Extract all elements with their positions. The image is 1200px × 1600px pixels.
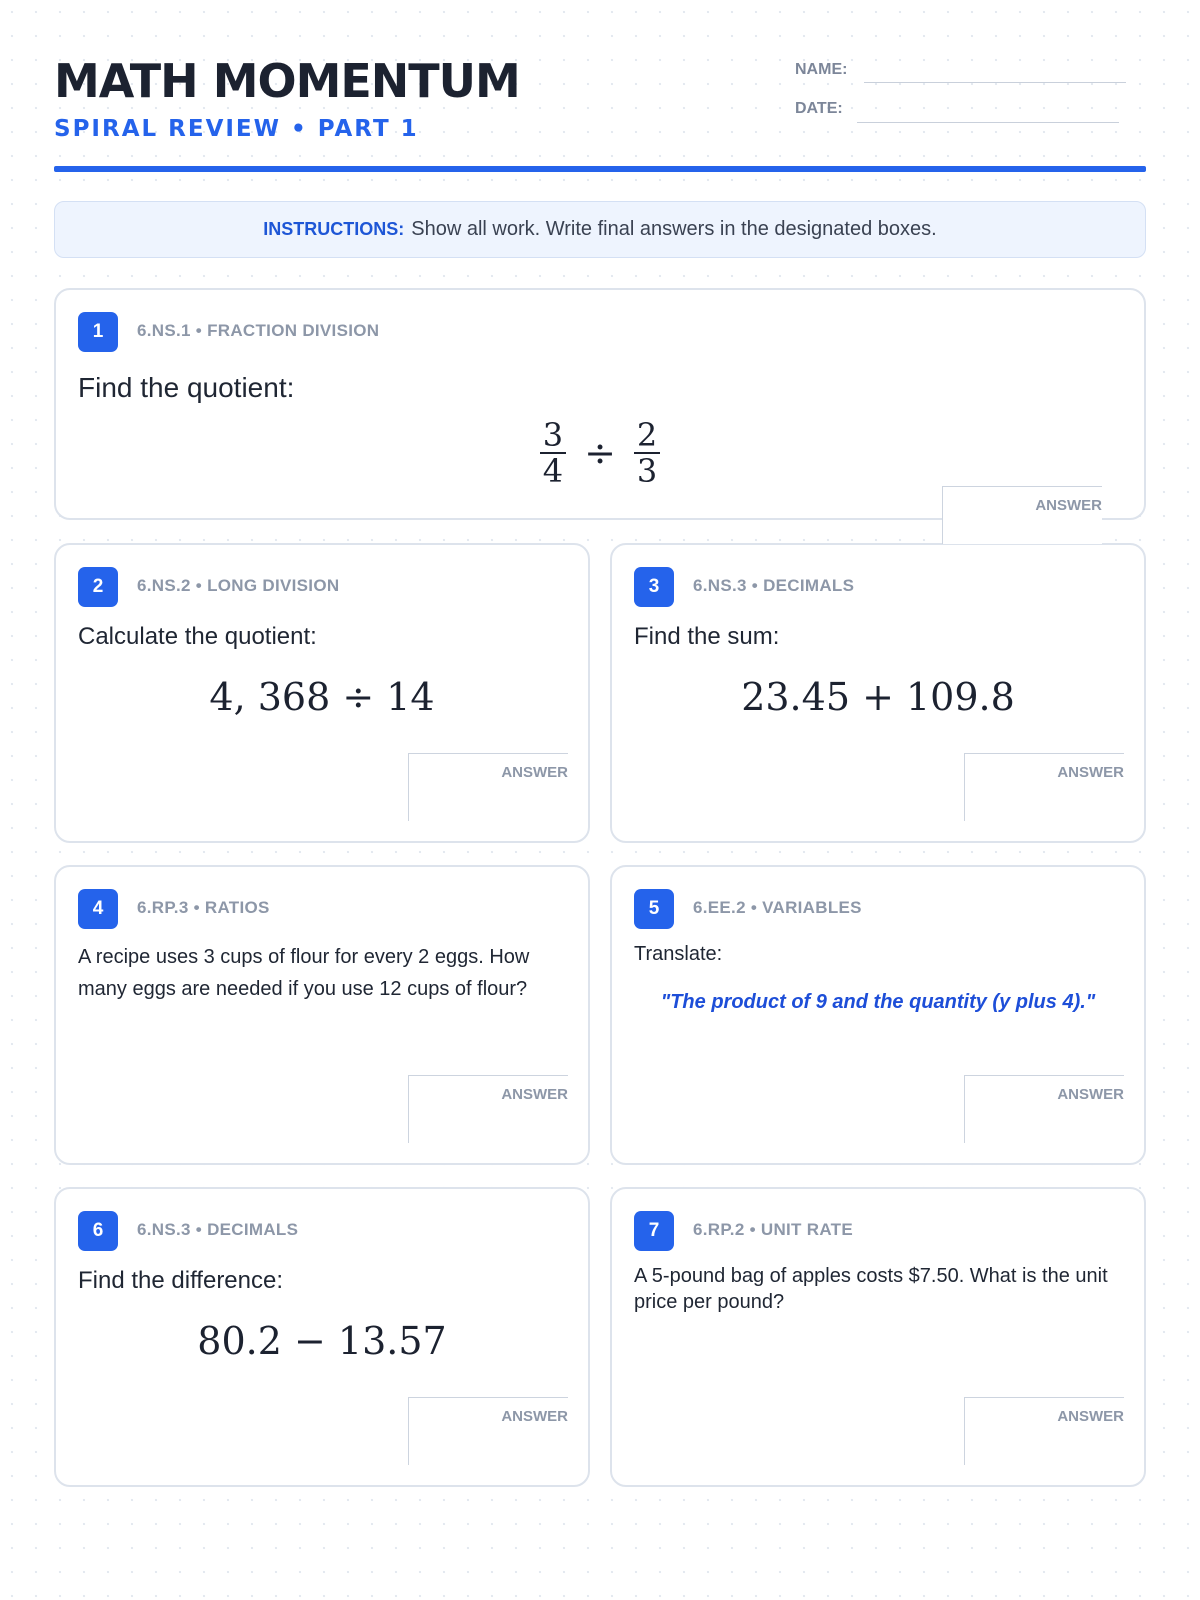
answer-box[interactable]: [408, 1075, 568, 1143]
answer-label: ANSWER: [501, 764, 568, 781]
problem-number-badge: 5: [634, 889, 674, 929]
problem-card-5: [610, 865, 1146, 1165]
worksheet-title: MATH MOMENTUM: [54, 54, 520, 108]
answer-label: ANSWER: [1057, 764, 1124, 781]
name-field[interactable]: [864, 82, 1126, 83]
math-expression: 80.2 − 13.57: [197, 1319, 447, 1363]
answer-label: ANSWER: [1057, 1408, 1124, 1425]
answer-box[interactable]: [964, 1075, 1124, 1143]
instructions-banner: [54, 201, 1146, 258]
problem-card-6: [54, 1187, 590, 1487]
worksheet-page: [54, 0, 1146, 1600]
word-problem-text: A recipe uses 3 cups of flour for every 2 eggs. How many eggs are needed if you use 12 cups of flour?: [78, 946, 530, 1000]
problem-prompt: Find the sum:: [634, 623, 780, 650]
fraction-numerator: 2: [634, 418, 660, 454]
word-problem-text: A 5-pound bag of apples costs $7.50. What is the unit price per pound?: [634, 1265, 1108, 1313]
problem-number-badge: 3: [634, 567, 674, 607]
problem-number-badge: 7: [634, 1211, 674, 1251]
math-expression: 4, 368 ÷ 14: [209, 675, 435, 719]
date-field[interactable]: [857, 122, 1119, 123]
problem-number-badge: 4: [78, 889, 118, 929]
math-expression: 23.45 + 109.8: [741, 675, 1015, 719]
fraction-denominator: 4: [542, 452, 564, 490]
fraction-numerator: 3: [540, 418, 566, 454]
problem-card-7: [610, 1187, 1146, 1487]
header-divider: [54, 166, 1146, 172]
standard-tag: 6.NS.3 • DECIMALS: [137, 1220, 299, 1239]
date-label: DATE:: [795, 100, 843, 117]
standard-tag: 6.EE.2 • VARIABLES: [693, 898, 862, 917]
standard-tag: 6.NS.3 • DECIMALS: [693, 576, 855, 595]
problem-number-badge: 2: [78, 567, 118, 607]
problem-card-4: [54, 865, 590, 1165]
fraction-denominator: 3: [636, 452, 658, 490]
problem-number-badge: 6: [78, 1211, 118, 1251]
instructions-lead: INSTRUCTIONS:: [263, 219, 405, 239]
answer-label: ANSWER: [1057, 1086, 1124, 1103]
problem-prompt: Find the difference:: [78, 1267, 284, 1294]
verbal-expression: "The product of 9 and the quantity (y plus 4).": [660, 991, 1096, 1013]
problem-card-1: [54, 288, 1146, 520]
answer-box[interactable]: [942, 486, 1102, 544]
problem-prompt: Calculate the quotient:: [78, 623, 317, 650]
fraction-divisor: [634, 418, 660, 488]
standard-tag: 6.RP.3 • RATIOS: [137, 898, 270, 917]
answer-box[interactable]: [964, 1397, 1124, 1465]
standard-tag: 6.NS.2 • LONG DIVISION: [137, 576, 340, 595]
problem-prompt: Translate:: [634, 943, 723, 965]
instructions-text: Show all work. Write final answers in the designated boxes.: [411, 218, 937, 240]
fraction-dividend: [540, 418, 566, 488]
answer-label: ANSWER: [501, 1086, 568, 1103]
problem-card-3: [610, 543, 1146, 843]
answer-box[interactable]: [408, 753, 568, 821]
division-operator: ÷: [584, 431, 616, 475]
answer-label: ANSWER: [1035, 497, 1102, 514]
worksheet-subtitle: SPIRAL REVIEW • PART 1: [54, 116, 419, 142]
problem-prompt: Find the quotient:: [78, 372, 295, 403]
answer-box[interactable]: [408, 1397, 568, 1465]
answer-box[interactable]: [964, 753, 1124, 821]
name-label: NAME:: [795, 61, 848, 78]
answer-label: ANSWER: [501, 1408, 568, 1425]
problem-card-2: [54, 543, 590, 843]
standard-tag: 6.NS.1 • FRACTION DIVISION: [137, 321, 380, 340]
standard-tag: 6.RP.2 • UNIT RATE: [693, 1220, 853, 1239]
fraction-expression: [56, 418, 1144, 488]
problem-number-badge: 1: [78, 312, 118, 352]
